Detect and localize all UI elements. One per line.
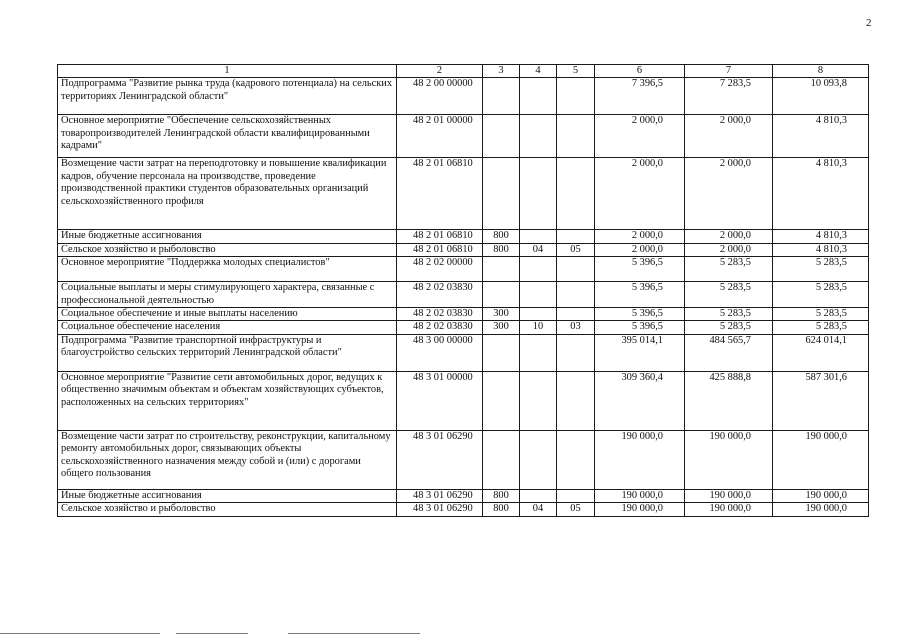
- kvr-code-cell: 800: [483, 489, 520, 502]
- table-row: [58, 430, 869, 489]
- kcsr-code-cell: 48 2 01 06810: [397, 158, 483, 230]
- kcsr-code-cell: 48 2 02 03830: [397, 321, 483, 334]
- subsection-code-cell: [557, 282, 595, 308]
- kcsr-code-cell: 48 3 00 00000: [397, 334, 483, 371]
- amount-year2-cell: 2 000,0: [685, 115, 773, 158]
- section-code-cell: [520, 489, 557, 502]
- row-name-cell: Возмещение части затрат по строительству, реконструкции, капитальному ремонту автомобильных дорог, связывающих объекты сельскохозяйственного назначения между собой и (или) с дорогами общего пользования: [58, 430, 397, 489]
- kvr-code-cell: [483, 430, 520, 489]
- scan-edge-mark: [176, 633, 248, 634]
- section-code-cell: [520, 78, 557, 115]
- row-name-cell: Основное мероприятие "Обеспечение сельскохозяйственных товаропроизводителей Ленинградской области квалифицированными кадрами": [58, 115, 397, 158]
- amount-year3-cell: 190 000,0: [773, 430, 869, 489]
- subsection-code-cell: [557, 230, 595, 243]
- scan-edge-mark: [0, 633, 160, 634]
- kvr-code-cell: [483, 282, 520, 308]
- kcsr-code-cell: 48 2 01 06810: [397, 230, 483, 243]
- section-code-cell: [520, 115, 557, 158]
- row-name-cell: Подпрограмма "Развитие рынка труда (кадрового потенциала) на сельских территориях Ленинградской области": [58, 78, 397, 115]
- subsection-code-cell: [557, 430, 595, 489]
- table-row: [58, 257, 869, 282]
- table-row: [58, 371, 869, 430]
- budget-table: [57, 64, 869, 517]
- row-name-cell: Сельское хозяйство и рыболовство: [58, 503, 397, 516]
- amount-year3-cell: 5 283,5: [773, 257, 869, 282]
- amount-year3-cell: 4 810,3: [773, 230, 869, 243]
- amount-year1-cell: 2 000,0: [595, 115, 685, 158]
- kvr-code-cell: 300: [483, 308, 520, 321]
- amount-year1-cell: 2 000,0: [595, 158, 685, 230]
- page-number: 2: [866, 17, 872, 29]
- amount-year2-cell: 2 000,0: [685, 158, 773, 230]
- subsection-code-cell: [557, 158, 595, 230]
- amount-year1-cell: 2 000,0: [595, 243, 685, 256]
- amount-year3-cell: 190 000,0: [773, 503, 869, 516]
- header-cell: 6: [595, 65, 685, 78]
- kvr-code-cell: 800: [483, 230, 520, 243]
- table-row: [58, 78, 869, 115]
- subsection-code-cell: [557, 371, 595, 430]
- amount-year2-cell: 5 283,5: [685, 282, 773, 308]
- header-cell: 8: [773, 65, 869, 78]
- table-row: [58, 334, 869, 371]
- header-cell: 5: [557, 65, 595, 78]
- amount-year2-cell: 7 283,5: [685, 78, 773, 115]
- subsection-code-cell: [557, 257, 595, 282]
- amount-year1-cell: 5 396,5: [595, 257, 685, 282]
- kvr-code-cell: [483, 78, 520, 115]
- row-name-cell: Социальное обеспечение населения: [58, 321, 397, 334]
- amount-year2-cell: 5 283,5: [685, 308, 773, 321]
- subsection-code-cell: [557, 115, 595, 158]
- row-name-cell: Основное мероприятие "Поддержка молодых специалистов": [58, 257, 397, 282]
- kvr-code-cell: [483, 257, 520, 282]
- section-code-cell: [520, 158, 557, 230]
- subsection-code-cell: [557, 78, 595, 115]
- amount-year1-cell: 190 000,0: [595, 489, 685, 502]
- subsection-code-cell: [557, 489, 595, 502]
- amount-year2-cell: 190 000,0: [685, 489, 773, 502]
- section-code-cell: 04: [520, 503, 557, 516]
- subsection-code-cell: 05: [557, 243, 595, 256]
- amount-year3-cell: 10 093,8: [773, 78, 869, 115]
- row-name-cell: Социальные выплаты и меры стимулирующего характера, связанные с профессиональной деятельностью: [58, 282, 397, 308]
- amount-year3-cell: 5 283,5: [773, 308, 869, 321]
- amount-year1-cell: 5 396,5: [595, 321, 685, 334]
- section-code-cell: [520, 334, 557, 371]
- amount-year1-cell: 7 396,5: [595, 78, 685, 115]
- kvr-code-cell: [483, 115, 520, 158]
- row-name-cell: Подпрограмма "Развитие транспортной инфраструктуры и благоустройство сельских территорий Ленинградской области": [58, 334, 397, 371]
- amount-year2-cell: 5 283,5: [685, 257, 773, 282]
- section-code-cell: [520, 430, 557, 489]
- row-name-cell: Основное мероприятие "Развитие сети автомобильных дорог, ведущих к общественно значимым объектам и объектам хозяйствующих субъектов, расположенных на сельских территориях": [58, 371, 397, 430]
- kcsr-code-cell: 48 2 02 03830: [397, 282, 483, 308]
- amount-year2-cell: 425 888,8: [685, 371, 773, 430]
- row-name-cell: Социальное обеспечение и иные выплаты населению: [58, 308, 397, 321]
- row-name-cell: Сельское хозяйство и рыболовство: [58, 243, 397, 256]
- table-row: [58, 308, 869, 321]
- amount-year2-cell: 2 000,0: [685, 243, 773, 256]
- kcsr-code-cell: 48 3 01 06290: [397, 503, 483, 516]
- amount-year1-cell: 190 000,0: [595, 430, 685, 489]
- kvr-code-cell: [483, 158, 520, 230]
- kcsr-code-cell: 48 2 00 00000: [397, 78, 483, 115]
- table-row: [58, 243, 869, 256]
- amount-year1-cell: 190 000,0: [595, 503, 685, 516]
- header-cell: 7: [685, 65, 773, 78]
- header-cell: 4: [520, 65, 557, 78]
- subsection-code-cell: [557, 334, 595, 371]
- amount-year3-cell: 587 301,6: [773, 371, 869, 430]
- kvr-code-cell: 800: [483, 503, 520, 516]
- amount-year3-cell: 4 810,3: [773, 115, 869, 158]
- table-row: [58, 282, 869, 308]
- table-row: [58, 158, 869, 230]
- row-name-cell: Возмещение части затрат на переподготовку и повышение квалификации кадров, обучение персонала на производстве, проведение производственной практики студентов образовательных организаций сельскохозяйственного профиля: [58, 158, 397, 230]
- row-name-cell: Иные бюджетные ассигнования: [58, 489, 397, 502]
- amount-year3-cell: 190 000,0: [773, 489, 869, 502]
- section-code-cell: 10: [520, 321, 557, 334]
- amount-year3-cell: 5 283,5: [773, 321, 869, 334]
- subsection-code-cell: 03: [557, 321, 595, 334]
- header-cell: 3: [483, 65, 520, 78]
- kvr-code-cell: 800: [483, 243, 520, 256]
- header-cell: 2: [397, 65, 483, 78]
- amount-year1-cell: 5 396,5: [595, 308, 685, 321]
- amount-year1-cell: 395 014,1: [595, 334, 685, 371]
- subsection-code-cell: 05: [557, 503, 595, 516]
- section-code-cell: [520, 257, 557, 282]
- amount-year2-cell: 190 000,0: [685, 503, 773, 516]
- amount-year2-cell: 484 565,7: [685, 334, 773, 371]
- kcsr-code-cell: 48 2 02 00000: [397, 257, 483, 282]
- kcsr-code-cell: 48 2 02 03830: [397, 308, 483, 321]
- section-code-cell: [520, 230, 557, 243]
- amount-year1-cell: 309 360,4: [595, 371, 685, 430]
- kvr-code-cell: 300: [483, 321, 520, 334]
- amount-year2-cell: 5 283,5: [685, 321, 773, 334]
- subsection-code-cell: [557, 308, 595, 321]
- kvr-code-cell: [483, 334, 520, 371]
- header-row: [58, 65, 869, 78]
- amount-year3-cell: 5 283,5: [773, 282, 869, 308]
- amount-year3-cell: 624 014,1: [773, 334, 869, 371]
- amount-year1-cell: 2 000,0: [595, 230, 685, 243]
- kcsr-code-cell: 48 3 01 00000: [397, 371, 483, 430]
- kvr-code-cell: [483, 371, 520, 430]
- section-code-cell: [520, 282, 557, 308]
- table-row: [58, 230, 869, 243]
- table-row: [58, 115, 869, 158]
- row-name-cell: Иные бюджетные ассигнования: [58, 230, 397, 243]
- amount-year2-cell: 2 000,0: [685, 230, 773, 243]
- section-code-cell: [520, 371, 557, 430]
- kcsr-code-cell: 48 2 01 06810: [397, 243, 483, 256]
- kcsr-code-cell: 48 2 01 00000: [397, 115, 483, 158]
- section-code-cell: 04: [520, 243, 557, 256]
- amount-year1-cell: 5 396,5: [595, 282, 685, 308]
- amount-year3-cell: 4 810,3: [773, 243, 869, 256]
- table-row: [58, 489, 869, 502]
- kcsr-code-cell: 48 3 01 06290: [397, 489, 483, 502]
- kcsr-code-cell: 48 3 01 06290: [397, 430, 483, 489]
- amount-year3-cell: 4 810,3: [773, 158, 869, 230]
- table-row: [58, 503, 869, 516]
- scan-edge-mark: [288, 633, 420, 634]
- table-row: [58, 321, 869, 334]
- section-code-cell: [520, 308, 557, 321]
- header-cell: 1: [58, 65, 397, 78]
- amount-year2-cell: 190 000,0: [685, 430, 773, 489]
